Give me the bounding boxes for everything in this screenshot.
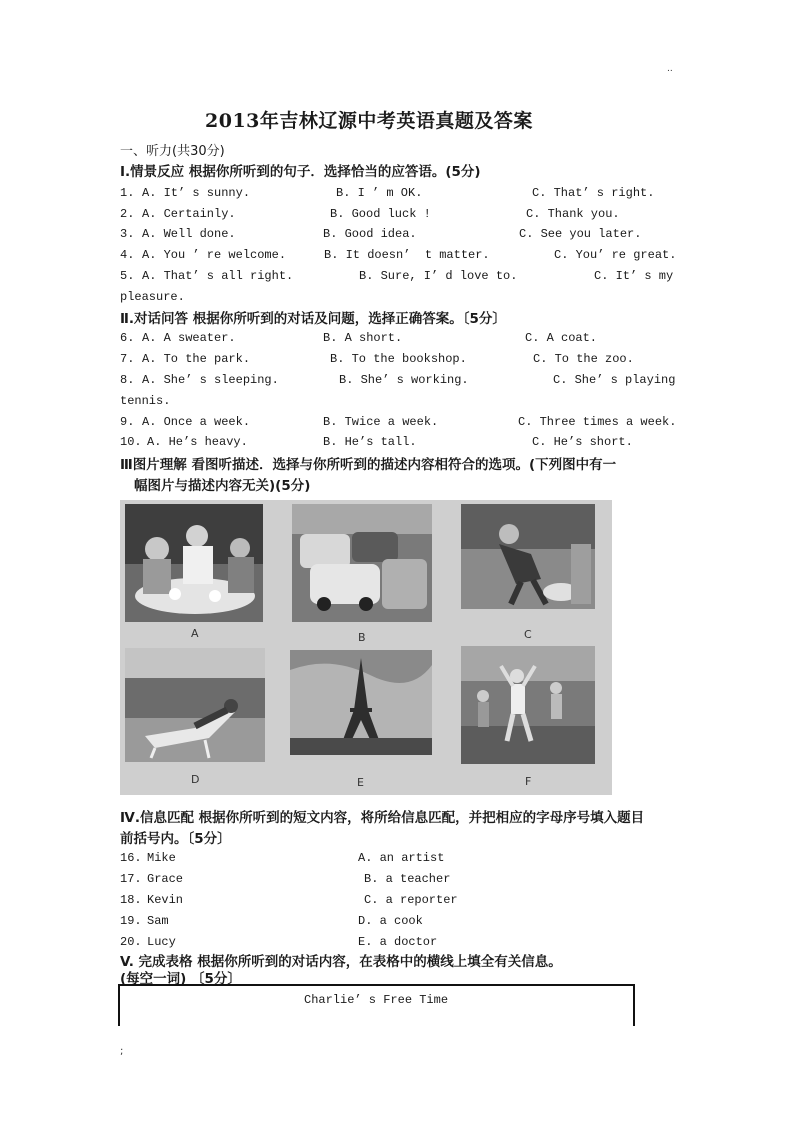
option-a: A. Well done. xyxy=(142,227,236,241)
free-time-table xyxy=(118,984,635,1026)
question-number: 9. xyxy=(120,415,135,429)
picture-caption: E xyxy=(357,776,364,789)
picture-d-beach xyxy=(125,648,265,762)
option-c: C. It’ s my xyxy=(594,269,674,283)
section-3-heading: Ⅲ图片理解 看图听描述．选择与你所听到的描述内容相符合的选项。(下列图中有一 xyxy=(120,457,617,473)
corner-mark: .. xyxy=(667,64,673,74)
question-number: 16. xyxy=(120,851,142,865)
picture-e-eiffel-tower xyxy=(290,650,432,755)
table-title: Charlie’ s Free Time xyxy=(304,993,449,1007)
question-number: 7. xyxy=(120,352,135,366)
match-option: E. a doctor xyxy=(358,935,438,949)
option-c: C. That’ s right. xyxy=(532,186,655,200)
question-number: 4. xyxy=(120,248,135,262)
question-number: 6. xyxy=(120,331,135,345)
option-a: A. You ’ re welcome. xyxy=(142,248,287,262)
match-option: A. an artist xyxy=(358,851,445,865)
question-number: 19. xyxy=(120,914,142,928)
question-number: 17. xyxy=(120,872,142,886)
question-number: 5. xyxy=(120,269,135,283)
option-c: C. Three times a week. xyxy=(518,415,677,429)
option-a: A. It’ s sunny. xyxy=(142,186,251,200)
option-a: A. Once a week. xyxy=(142,415,251,429)
picture-caption: C xyxy=(524,628,532,641)
section-4-heading: Ⅳ.信息匹配 根据你所听到的短文内容，将所给信息匹配，并把相应的字母序号填入题目 xyxy=(120,810,645,826)
option-b: B. I ’ m OK. xyxy=(336,186,423,200)
person-name: Grace xyxy=(147,872,184,886)
option-a: A. A sweater. xyxy=(142,331,236,345)
option-c: C. You’ re great. xyxy=(554,248,677,262)
option-a: A. To the park. xyxy=(142,352,251,366)
option-c: C. She’ s playing xyxy=(553,373,676,387)
question-number: 8. xyxy=(120,373,135,387)
picture-c-dog-walker xyxy=(461,504,595,609)
option-b: B. He’s tall. xyxy=(323,435,417,449)
option-c: C. To the zoo. xyxy=(533,352,634,366)
section-1-heading: I.情景反应 根据你所听到的句子．选择恰当的应答语。(5分) xyxy=(120,164,481,180)
section-2-heading: Ⅱ.对话问答 根据你所听到的对话及问题，选择正确答案。〔5分〕 xyxy=(120,311,506,327)
question-number: 10. xyxy=(120,435,142,449)
question-number: 18. xyxy=(120,893,142,907)
part-heading: 一、听力(共30分) xyxy=(120,144,225,159)
option-b: B. It doesn’ t matter. xyxy=(324,248,490,262)
question-number: 3. xyxy=(120,227,135,241)
question-number: 2. xyxy=(120,207,135,221)
option-b: B. Good idea. xyxy=(323,227,417,241)
picture-caption: B xyxy=(358,631,366,644)
option-a: A. He’s heavy. xyxy=(147,435,248,449)
option-b: B. She’ s working. xyxy=(339,373,469,387)
section-5-heading: V. 完成表格 根据你所听到的对话内容，在表格中的横线上填全有关信息。 xyxy=(120,954,562,970)
option-b: B. Good luck ! xyxy=(330,207,431,221)
option-b: B. Twice a week. xyxy=(323,415,439,429)
match-option: D. a cook xyxy=(358,914,423,928)
option-a: A. That’ s all right. xyxy=(142,269,294,283)
option-wrap: pleasure. xyxy=(120,290,185,304)
option-c: C. Thank you. xyxy=(526,207,620,221)
picture-a-restaurant xyxy=(125,504,263,622)
person-name: Mike xyxy=(147,851,176,865)
question-number: 20. xyxy=(120,935,142,949)
picture-caption: F xyxy=(525,775,532,788)
question-number: 1. xyxy=(120,186,135,200)
picture-caption: D xyxy=(191,773,200,786)
section-4-heading-cont: 前括号内。〔5分〕 xyxy=(120,831,231,847)
option-wrap: tennis. xyxy=(120,394,171,408)
match-option: B. a teacher xyxy=(364,872,451,886)
section-5-heading-cont: (每空一词) 〔5分〕 xyxy=(120,971,241,987)
picture-b-traffic xyxy=(292,504,432,622)
option-b: B. A short. xyxy=(323,331,403,345)
picture-caption: A xyxy=(191,627,199,640)
match-option: C. a reporter xyxy=(364,893,458,907)
option-c: C. A coat. xyxy=(525,331,598,345)
picture-f-race xyxy=(461,646,595,764)
picture-grid xyxy=(120,500,612,795)
option-b: B. Sure, I’ d love to. xyxy=(359,269,518,283)
option-a: A. Certainly. xyxy=(142,207,236,221)
option-b: B. To the bookshop. xyxy=(330,352,467,366)
person-name: Kevin xyxy=(147,893,184,907)
page-title: 2013年吉林辽源中考英语真题及答案 xyxy=(205,110,533,132)
person-name: Lucy xyxy=(147,935,176,949)
option-c: C. See you later. xyxy=(519,227,642,241)
option-c: C. He’s short. xyxy=(532,435,633,449)
option-a: A. She’ s sleeping. xyxy=(142,373,279,387)
footer-mark: ; xyxy=(120,1046,124,1057)
person-name: Sam xyxy=(147,914,169,928)
section-3-heading-cont: 幅图片与描述内容无关)(5分) xyxy=(134,478,311,494)
